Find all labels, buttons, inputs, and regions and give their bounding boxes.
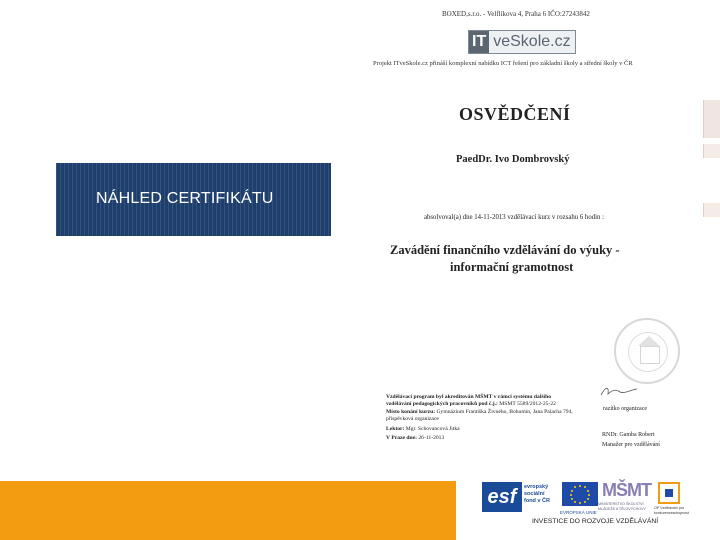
venue-label: Místo konání kurzu:	[386, 408, 436, 415]
stamp-caption: razítko organizace	[603, 406, 648, 412]
accreditation-line-1: Vzdělávací program byl akreditován MŠMT v rámci systému dalšího	[386, 394, 552, 400]
signer-block	[602, 430, 660, 450]
eu-caption: EVROPSKÁ UNIE	[560, 510, 597, 515]
recipient-name: PaedDr. Ivo Dombrovský	[456, 154, 570, 165]
accreditation-number: MSMT 5589/2012-25-22	[499, 401, 556, 408]
venue-value: Gymnázium Františka Živného, Bohumín, Jana Palacha 794,	[436, 408, 573, 415]
signer-name: RNDr. Gamba Robert	[602, 432, 655, 438]
course-title-line-2: informační gramotnost	[450, 260, 574, 274]
msmt-letters: MŠMT	[602, 480, 651, 500]
funding-logos	[456, 476, 720, 540]
logo-it: IT	[469, 31, 489, 53]
edge-decoration	[703, 203, 720, 217]
accreditation-line-2: vzdělávání pedagogických pracovníků pod č.j.:	[386, 401, 498, 408]
course-details	[386, 394, 573, 442]
esf-caption-line: sociální	[524, 491, 545, 497]
course-title-line-1: Zavádění finančního vzdělávání do výuky -	[390, 243, 620, 257]
esf-caption	[524, 484, 550, 505]
investment-slogan: INVESTICE DO ROZVOJE VZDĚLÁVÁNÍ	[532, 518, 659, 525]
title-banner	[56, 163, 331, 236]
eu-flag-icon	[562, 482, 598, 506]
company-line: BOXED,s.r.o. - Velflíkova 4, Praha 6 IČO:27243842	[442, 10, 590, 18]
msmt-logo	[598, 480, 651, 514]
stamp-roof-shape	[638, 336, 660, 346]
lecturer-label: Lektor:	[386, 425, 405, 432]
stamp-building-shape	[640, 346, 660, 364]
signer-role: Manažer pro vzdělávání	[602, 442, 660, 448]
esf-logo: esf	[482, 482, 522, 512]
op-logo-icon	[658, 482, 680, 504]
venue-value-2: příspěvková organizace	[386, 416, 439, 423]
footer-bar	[0, 481, 456, 540]
logo-rest: veSkole.cz	[489, 31, 574, 53]
esf-caption-line: fond v ČR	[524, 498, 550, 504]
project-tagline: Projekt ITveSkole.cz přináší komplexní nabídku ICT řešení pro základní školy a střední školy v ČR	[373, 60, 633, 67]
certificate-title: OSVĚDČENÍ	[459, 104, 571, 124]
banner-title: NÁHLED CERTIFIKÁTU	[96, 189, 274, 207]
date-value: 26-11-2013	[418, 435, 445, 442]
edge-decoration	[703, 100, 720, 138]
organization-stamp	[614, 318, 680, 384]
signature-mark	[600, 384, 638, 398]
itveskole-logo	[468, 30, 576, 54]
certificate-preview	[370, 0, 696, 470]
op-caption: OP Vzdělávání pro konkurenceschopnost	[654, 506, 689, 515]
edge-decoration	[703, 144, 720, 158]
lecturer-value: Mgr. Schovancová Jitka	[405, 425, 460, 432]
date-label: V Praze dne:	[386, 435, 417, 442]
esf-caption-line: evropský	[524, 484, 549, 490]
completion-statement: absolvoval(a) dne 14-11-2013 vzdělávací kurz v rozsahu 6 hodin :	[424, 214, 604, 221]
msmt-caption: MINISTERSTVO ŠKOLSTVÍ, MLÁDEŽE A TĚLOVÝCHOVY	[598, 502, 646, 511]
